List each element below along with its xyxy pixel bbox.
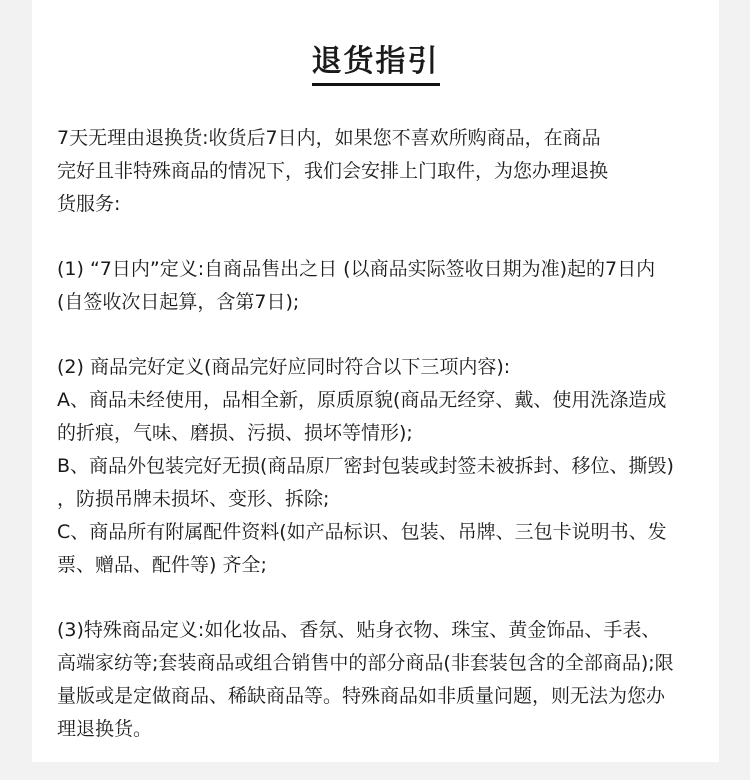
policy-card xyxy=(32,0,719,762)
definition-7-days xyxy=(57,253,709,319)
text-line: (自签收次日起算，含第7日); xyxy=(57,291,300,313)
text-line: 量版或是定做商品、稀缺商品等。特殊商品如非质量问题，则无法为您办 xyxy=(57,685,666,707)
text-line: 票、赠品、配件等) 齐全; xyxy=(57,554,267,576)
text-line: (2) 商品完好定义(商品完好应同时符合以下三项内容): xyxy=(57,356,511,378)
text-line: 高端家纺等;套装商品或组合销售中的部分商品(非套装包含的全部商品);限 xyxy=(57,652,674,674)
policy-body xyxy=(57,122,709,746)
text-line: 货服务: xyxy=(57,193,121,215)
text-line: ，防损吊牌未损坏、变形、拆除; xyxy=(57,488,330,510)
text-line: C、商品所有附属配件资料(如产品标识、包装、吊牌、三包卡说明书、发 xyxy=(57,521,667,543)
text-line: 理退换货。 xyxy=(57,718,153,740)
intro-paragraph xyxy=(57,122,709,221)
definition-special xyxy=(57,614,709,746)
text-line: 完好且非特殊商品的情况下，我们会安排上门取件，为您办理退换 xyxy=(57,160,609,182)
page-title-text: 退货指引 xyxy=(312,42,440,86)
text-line: A、商品未经使用，品相全新，原质原貌(商品无经穿、戴、使用洗涤造成 xyxy=(57,389,667,411)
paragraph-gap xyxy=(57,319,709,351)
text-line: (3)特殊商品定义:如化妆品、香氛、贴身衣物、珠宝、黄金饰品、手表、 xyxy=(57,619,661,641)
paragraph-gap xyxy=(57,582,709,614)
text-line: (1) “7日内”定义:自商品售出之日 (以商品实际签收日期为准)起的7日内 xyxy=(57,258,656,280)
page-title xyxy=(32,42,719,86)
text-line: 的折痕，气味、磨损、污损、损坏等情形); xyxy=(57,422,413,444)
definition-intact xyxy=(57,351,709,582)
text-line: B、商品外包装完好无损(商品原厂密封包装或封签未被拆封、移位、撕毁) xyxy=(57,455,674,477)
paragraph-gap xyxy=(57,221,709,253)
text-line: 7天无理由退换货:收货后7日内，如果您不喜欢所购商品，在商品 xyxy=(57,127,601,149)
